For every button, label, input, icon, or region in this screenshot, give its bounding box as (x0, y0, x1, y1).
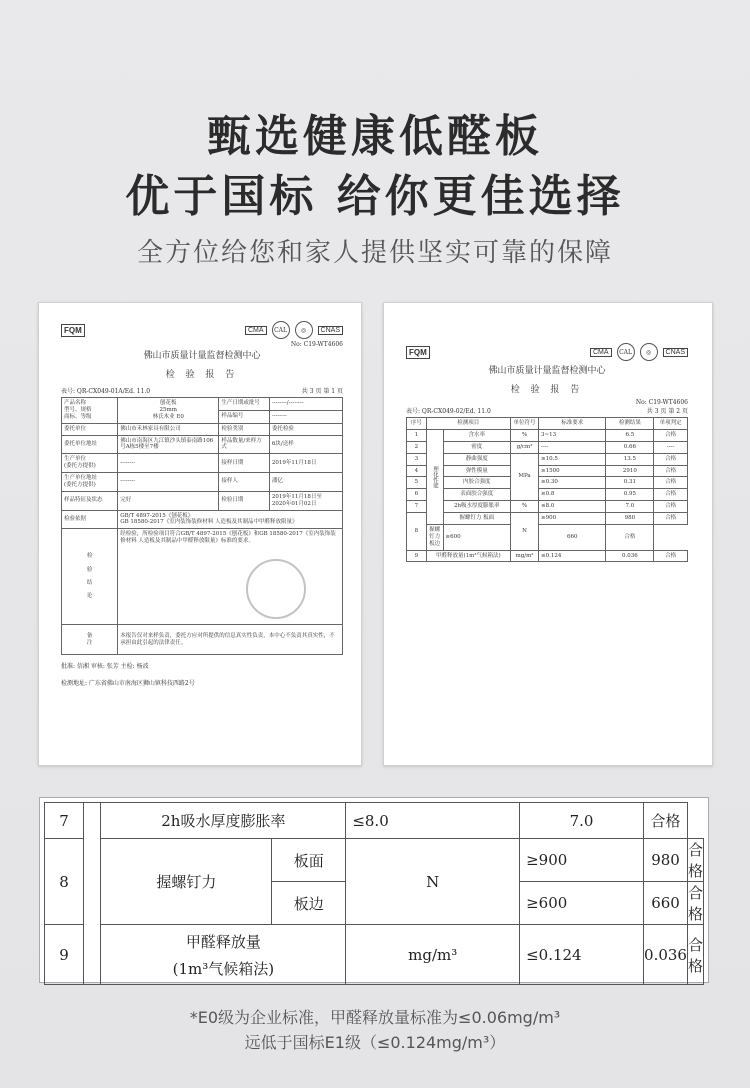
table-cell: 密度 (443, 441, 510, 453)
table-cell: 握螺钉力 板边 (426, 524, 443, 550)
report-page-1 (38, 302, 362, 766)
requirement-cell: ≤8.0 (346, 803, 520, 839)
table-header-cell: 单位符号 (510, 418, 538, 430)
table-cell: 检验类别 (219, 423, 270, 435)
table-cell: 生产单位 (委托方提供) (62, 454, 118, 473)
table-cell: 产品名称 型号、规格 商标、等级 (62, 398, 118, 424)
cal-logo-icon: CAL (617, 343, 635, 361)
table-cell: 3~13 (539, 429, 606, 441)
table-cell: 表面胶合强度 (443, 489, 510, 501)
table-cell: 合格 (654, 489, 688, 501)
table-cell: ≥1500 (539, 465, 606, 477)
table-cell: 3 (407, 453, 427, 465)
table-cell: 内胶合强度 (443, 477, 510, 489)
form-number: 表号: QR-CX049-02/Ed. 11.0 (406, 408, 491, 415)
table-cell: ≥0.8 (539, 489, 606, 501)
table-cell: 刨花板 25mm 林氏木业 E0 (118, 398, 219, 424)
table-cell: 合格 (654, 453, 688, 465)
table-cell: 含水率 (443, 429, 510, 441)
table-cell: ≥900 (539, 513, 606, 525)
table-cell: ---- (654, 441, 688, 453)
table-cell: 980 (606, 513, 654, 525)
enlarged-results-table (39, 797, 709, 983)
table-cell: ≥600 (443, 524, 510, 550)
row-number: 8 (45, 839, 84, 925)
table-row (407, 524, 688, 550)
table-row (45, 839, 704, 882)
report-number: No: C19-WT4606 (290, 341, 343, 348)
group-label: 理化性能 (426, 429, 443, 524)
table-cell: 2019年11月18日至 2020年01月02日 (269, 491, 342, 510)
table-row (407, 513, 688, 525)
table-cell: 样品编号 (219, 410, 270, 423)
table-cell: 7 (407, 501, 427, 513)
report-info-table (61, 397, 343, 655)
table-cell: 2910 (606, 465, 654, 477)
headline-line-2: 优于国标 给你更佳选择 (125, 171, 625, 222)
table-cell: 0.036 (606, 550, 654, 562)
table-cell (118, 529, 343, 625)
footnote-line-1: *E0级为企业标准，甲醛释放量标准为≤0.06mg/m³ (189, 1008, 561, 1027)
verdict-cell: 合格 (644, 803, 688, 839)
table-row (407, 465, 688, 477)
table-cell: mg/m³ (510, 550, 538, 562)
verdict-cell: 合格 (687, 839, 703, 882)
table-cell: 6块/送样 (269, 435, 342, 454)
table-cell: % (510, 501, 538, 513)
table-cell: N (510, 513, 538, 551)
table-cell: 合格 (606, 524, 654, 550)
seal-logo-icon: ◎ (640, 343, 658, 361)
table-cell: 6.5 (606, 429, 654, 441)
seal-logo-icon: ◎ (295, 321, 313, 339)
results-table (44, 802, 704, 985)
table-cell: 静曲强度 (443, 453, 510, 465)
report-page-2 (383, 302, 713, 766)
table-cell: 弹性模量 (443, 465, 510, 477)
item-cell (101, 925, 346, 985)
table-cell: 生产单位地址 (委托方提供) (62, 473, 118, 492)
report-title: 检 验 报 告 (165, 370, 239, 380)
table-cell: 委托单位地址 (62, 435, 118, 454)
table-cell: % (510, 429, 538, 441)
table-cell: 合格 (654, 429, 688, 441)
table-row (45, 925, 704, 985)
table-cell: 潘亿 (269, 473, 342, 492)
table-cell: 2 (407, 441, 427, 453)
table-cell: 完好 (118, 491, 219, 510)
table-cell: 合格 (654, 550, 688, 562)
table-cell: 生产日期或批号 (219, 398, 270, 411)
cnas-logo-icon: CNAS (663, 348, 688, 357)
table-cell: ≥0.30 (539, 477, 606, 489)
table-cell: 样品数量/来样方式 (219, 435, 270, 454)
table-cell: 合格 (654, 477, 688, 489)
report-title: 检 验 报 告 (510, 385, 584, 395)
table-cell: 4 (407, 465, 427, 477)
table-cell: --------/-------- (269, 398, 342, 411)
table-cell: GB/T 4897-2015《刨花板》 GB 18580-2017《室内装饰装修材料 人造板及其制品中甲醛释放限量》 (118, 510, 343, 529)
table-cell: 握螺钉力 板面 (443, 513, 510, 525)
form-number: 表号: QR-CX049-01A/Ed. 11.0 (61, 388, 151, 395)
table-cell: 1 (407, 429, 427, 441)
subtitle: 全方位给您和家人提供坚实可靠的保障 (136, 238, 613, 268)
table-cell: ≤0.124 (539, 550, 606, 562)
group-cell (84, 803, 101, 985)
table-cell: 2019年11月18日 (269, 454, 342, 473)
fqm-logo-icon: FQM (406, 346, 430, 359)
result-cell: 7.0 (520, 803, 644, 839)
table-header-cell: 检测项目 (426, 418, 510, 430)
report-address: 检测地址: 广东省佛山市南海区狮山镇科技西路2号 (61, 680, 195, 688)
requirement-cell: ≥900 (520, 839, 644, 882)
table-header-cell: 序号 (407, 418, 427, 430)
table-cell: 甲醛释放量(1m³气候箱法) (426, 550, 510, 562)
table-cell: 660 (539, 524, 606, 550)
table-cell: MPa (510, 453, 538, 501)
item-cell: 2h吸水厚度膨胀率 (101, 803, 346, 839)
sub-item-cell: 板边 (272, 882, 346, 925)
table-cell: 2h吸水厚度膨胀率 (443, 501, 510, 513)
table-cell: 8 (407, 513, 427, 551)
table-cell: ---- (539, 441, 606, 453)
page-indicator: 共 3 页 第 2 页 (646, 408, 688, 415)
table-cell: 检验日期 (219, 491, 270, 510)
table-row (45, 803, 704, 839)
table-cell: 0.66 (606, 441, 654, 453)
report-logos (61, 321, 343, 339)
table-cell: 6 (407, 489, 427, 501)
table-cell: 9 (407, 550, 427, 562)
table-cell: 5 (407, 477, 427, 489)
report-number: No: C19-WT4606 (635, 399, 688, 406)
item-method: (1m³气候箱法) (172, 959, 275, 978)
report-org: 佛山市质量计量监督检测中心 (143, 351, 261, 361)
table-cell: ≥10.5 (539, 453, 606, 465)
table-header-cell: 检测结果 (606, 418, 654, 430)
table-cell: 合格 (654, 465, 688, 477)
table-cell: 备 注 (62, 625, 118, 655)
table-row (407, 429, 688, 441)
verdict-cell: 合格 (687, 882, 703, 925)
item-cell: 握螺钉力 (101, 839, 272, 925)
table-cell: 检 验 结 论 (62, 529, 118, 625)
headline-line-1: 甄选健康低醛板 (207, 111, 543, 162)
table-header-cell: 单项判定 (654, 418, 688, 430)
table-row (407, 550, 688, 562)
report-logos (406, 343, 688, 361)
table-cell: -------- (118, 454, 219, 473)
unit-cell: N (346, 839, 520, 925)
table-cell: g/cm³ (510, 441, 538, 453)
table-cell: 委托检验 (269, 423, 342, 435)
table-cell: 检验依据 (62, 510, 118, 529)
requirement-cell: ≤0.124 (520, 925, 644, 985)
table-cell: 合格 (654, 501, 688, 513)
report-org: 佛山市质量计量监督检测中心 (488, 366, 606, 376)
table-cell: 合格 (654, 513, 688, 525)
cal-logo-icon: CAL (272, 321, 290, 339)
table-cell: 0.95 (606, 489, 654, 501)
cma-logo-icon: CMA (590, 348, 612, 357)
sub-item-cell: 板面 (272, 839, 346, 882)
requirement-cell: ≥600 (520, 882, 644, 925)
table-cell: ≤8.0 (539, 501, 606, 513)
table-cell: 佛山市南海区九江镇沙头镇泰南路106号A栋5楼至7楼 (118, 435, 219, 454)
table-row (407, 441, 688, 453)
report-results-table (406, 417, 688, 562)
table-cell: 0.31 (606, 477, 654, 489)
item-label: 甲醛释放量 (185, 932, 261, 951)
result-cell: 0.036 (644, 925, 688, 985)
table-cell: 本报告仅对来样负责，委托方应对所提供的信息真实性负责，本中心不负责其真实性，不承担由此引起的法律责任。 (118, 625, 343, 655)
conclusion-text: 经检验，所检验项目符合GB/T 4897-2015《刨花板》和GB 18580-2017《室内装饰装修材料 人造板及其制品中甲醛释放限量》标准的要求。 (120, 531, 336, 545)
table-row (407, 489, 688, 501)
verdict-cell: 合格 (687, 925, 703, 985)
table-cell: 佛山市禾林家具有限公司 (118, 423, 219, 435)
table-cell: 委托单位 (62, 423, 118, 435)
table-cell: -------- (269, 410, 342, 423)
fqm-logo-icon: FQM (61, 324, 85, 337)
result-cell: 980 (644, 839, 688, 882)
page-indicator: 共 3 页 第 1 页 (301, 388, 343, 395)
table-cell: -------- (118, 473, 219, 492)
table-cell: 7.0 (606, 501, 654, 513)
footnote-line-2: 远低于国标E1级（≤0.124mg/m³） (244, 1033, 506, 1052)
row-number: 7 (45, 803, 84, 839)
table-header-cell: 标准要求 (539, 418, 606, 430)
unit-cell: mg/m³ (346, 925, 520, 985)
table-row (407, 477, 688, 489)
table-row (407, 501, 688, 513)
official-seal-icon (246, 559, 306, 619)
result-cell: 660 (644, 882, 688, 925)
table-cell: 接样日期 (219, 454, 270, 473)
table-cell: 样品特征及状态 (62, 491, 118, 510)
table-cell: 13.5 (606, 453, 654, 465)
row-number: 9 (45, 925, 84, 985)
table-row (407, 453, 688, 465)
signatures: 批准: 信湘 审核: 张芳 主检: 杨波 (61, 663, 149, 671)
cma-logo-icon: CMA (245, 326, 267, 335)
cnas-logo-icon: CNAS (318, 326, 343, 335)
table-cell: 接样人 (219, 473, 270, 492)
